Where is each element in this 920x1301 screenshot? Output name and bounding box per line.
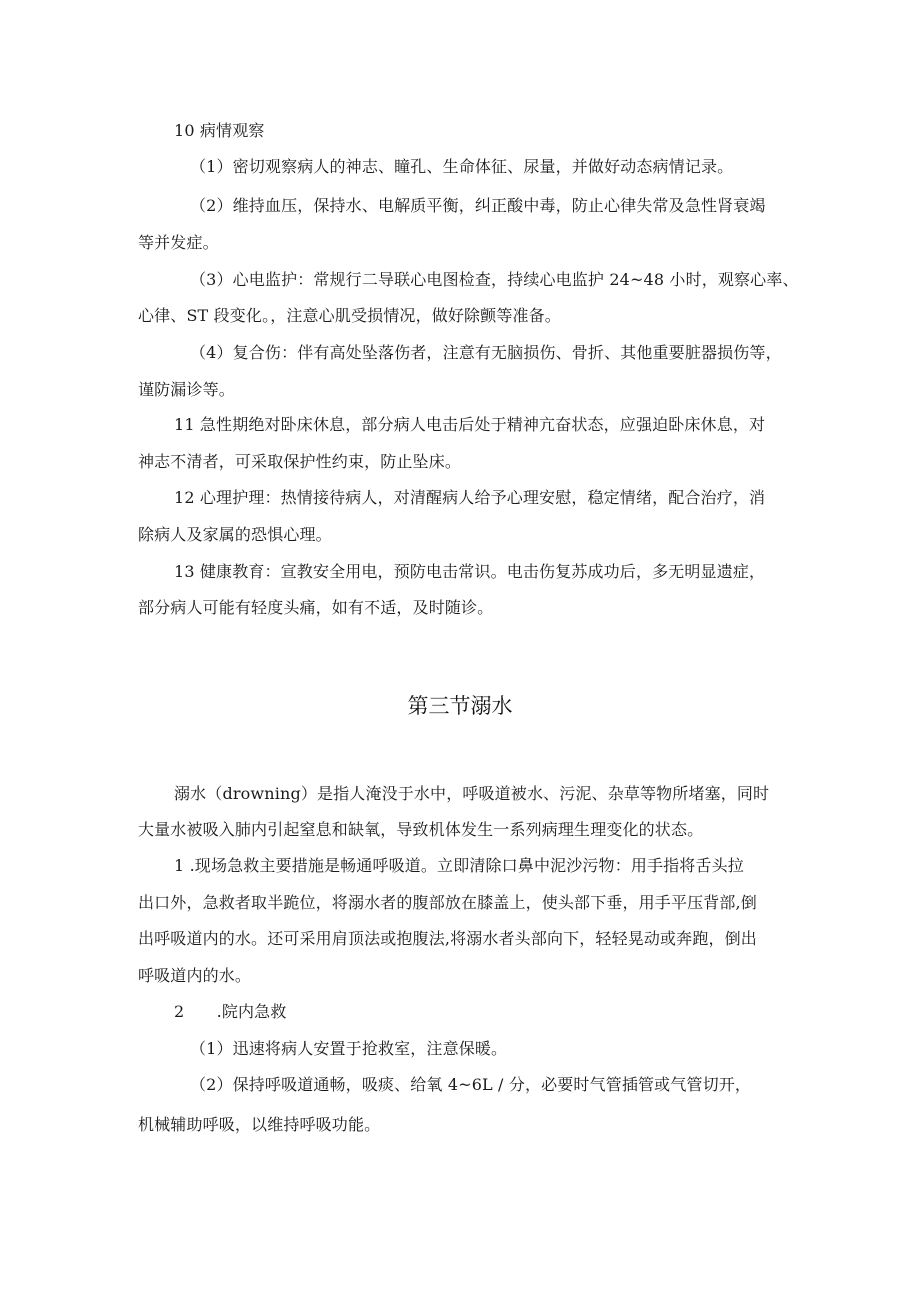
intro-line2: 大量水被吸入肺内引起窒息和缺氧，导致机体发生一系列病理生理变化的状态。 [138,820,704,839]
step2-item2-line2: 机械辅助呼吸，以维持呼吸功能。 [138,1115,381,1134]
step1-line1: 1 .现场急救主要措施是畅通呼吸道。立即清除口鼻中泥沙污物：用手指将舌头拉 [174,856,744,875]
intro-line1: 溺水（drowning）是指人淹没于水中，呼吸道被水、污泥、杂草等物所堵塞，同时 [174,784,770,803]
step1-line3: 出呼吸道内的水。还可采用肩顶法或抱腹法,将溺水者头部向下，轻轻晃动或奔跑，倒出 [138,929,757,948]
item-13-line2: 部分病人可能有轻度头痛，如有不适，及时随诊。 [138,598,494,617]
step2-item2-line1: （2）保持呼吸道通畅，吸痰、给氧 4~6L / 分，必要时气管插管或气管切开， [190,1075,752,1094]
item-10-3-line2: 心律、ST 段变化。，注意心肌受损情况，做好除颤等准备。 [138,306,561,325]
step1-line2: 出口外，急救者取半跪位，将溺水者的腹部放在膝盖上，使头部下垂，用手平压背部,倒 [138,893,757,912]
item-10-2-line1: （2）维持血压，保持水、电解质平衡，纠正酸中毒，防止心律失常及急性肾衰竭 [190,196,766,215]
step1-line4: 呼吸道内的水。 [138,966,252,985]
item-10-4-line2: 谨防漏诊等。 [138,380,235,399]
item-10-4-line1: （4）复合伤：伴有高处坠落伤者，注意有无脑损伤、骨折、其他重要脏器损伤等， [190,343,782,362]
item-12-line1: 12 心理护理：热情接待病人，对清醒病人给予心理安慰，稳定情绪，配合治疗，消 [174,488,766,507]
item-11-line2: 神志不清者，可采取保护性约束，防止坠床。 [138,452,462,471]
step2-title: 2 .院内急救 [174,1002,287,1021]
item-13-line1: 13 健康教育：宣教安全用电，预防电击常识。电击伤复苏成功后，多无明显遗症， [174,562,766,581]
step2-item1: （1）迅速将病人安置于抢救室，注意保暖。 [190,1039,508,1058]
item-10-title: 10 病情观察 [174,121,265,140]
item-10-3-line1: （3）心电监护：常规行二导联心电图检查，持续心电监护 24~48 小时，观察心率、 [190,270,799,289]
item-11-line1: 11 急性期绝对卧床休息，部分病人电击后处于精神亢奋状态，应强迫卧床休息，对 [174,415,766,434]
item-12-line2: 除病人及家属的恐惧心理。 [138,525,332,544]
item-10-2-line2: 等并发症。 [138,233,219,252]
item-10-1: （1）密切观察病人的神志、瞳孔、生命体征、尿量，并做好动态病情记录。 [190,157,734,176]
section-heading: 第三节溺水 [407,694,513,718]
